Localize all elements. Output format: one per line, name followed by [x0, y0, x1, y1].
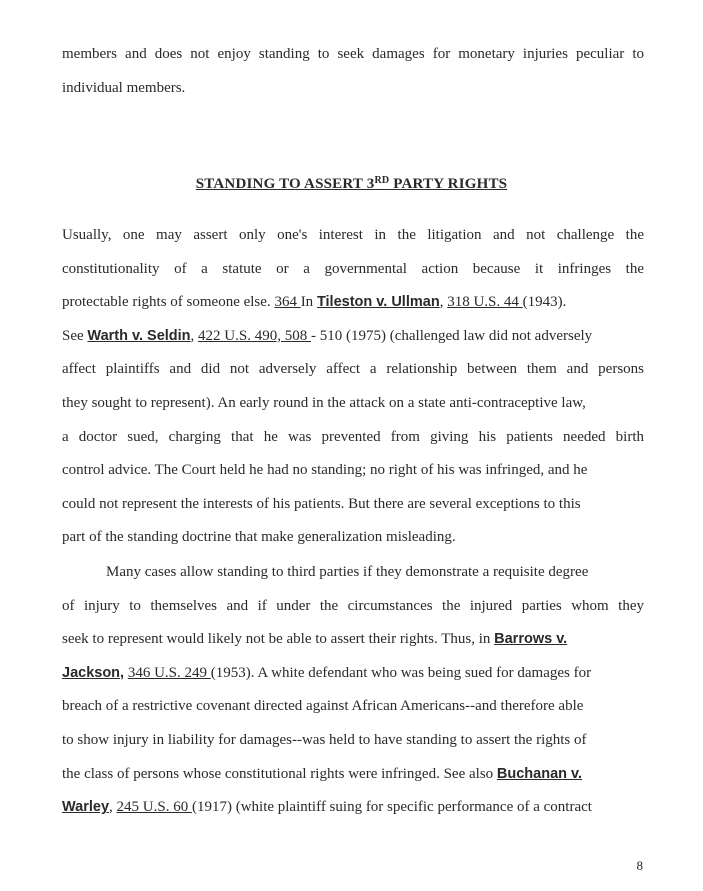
case-name[interactable]: Warth v. Seldin: [87, 327, 191, 344]
case-name[interactable]: Buchanan v.: [496, 765, 583, 782]
case-name[interactable]: Barrows v.: [494, 631, 568, 648]
text-line: could not represent the interests of his patients. But there are several exceptions to this: [62, 495, 581, 512]
text-line: Many cases allow standing to third parties if they demonstrate a requisite degree: [106, 564, 589, 580]
heading-superscript: RD: [374, 175, 390, 186]
case-name[interactable]: Jackson,: [62, 664, 125, 681]
text-line: Warley, 245 U.S. 60 (1917) (white plaintiff suing for specific performance of a contract: [62, 799, 592, 816]
paragraph-2: [62, 556, 644, 825]
text-line: they sought to represent). An early round in the attack on a state anti-contraceptive law,: [62, 394, 586, 411]
citation-link[interactable]: 318 U.S. 44: [447, 294, 523, 311]
heading-text: STANDING TO ASSERT 3: [195, 176, 375, 192]
text-line: control advice. The Court held he had no standing; no right of his was infringed, and he: [62, 462, 588, 479]
footnote-ref[interactable]: 364: [274, 294, 301, 311]
text-line: Usually, one may assert only one's interest in the litigation and not challenge the: [62, 227, 644, 243]
paragraph-1: [62, 219, 644, 555]
text-line: a doctor sued, charging that he was prevented from giving his patients needed birth: [62, 428, 644, 445]
citation-link[interactable]: 346 U.S. 249: [127, 664, 211, 681]
text-line: part of the standing doctrine that make generalization misleading.: [62, 529, 456, 546]
text-line: individual members.: [62, 79, 186, 96]
case-name[interactable]: Tileston v. Ullman: [316, 294, 440, 311]
section-heading: [0, 175, 703, 193]
case-name[interactable]: Warley: [62, 799, 110, 816]
text-line: affect plaintiffs and did not adversely affect a relationship between them and persons: [62, 361, 644, 378]
text-line: seek to represent would likely not be able to assert their rights. Thus, in Barrows v.: [62, 631, 568, 648]
citation-link[interactable]: 422 U.S. 490, 508: [198, 327, 311, 344]
text-line: to show injury in liability for damages--was held to have standing to assert the rights of: [62, 731, 587, 748]
text-line: the class of persons whose constitutional rights were infringed. See also Buchanan v.: [62, 765, 583, 782]
text-line: protectable rights of someone else. 364 In Tileston v. Ullman, 318 U.S. 44 (1943).: [62, 294, 567, 311]
citation-link[interactable]: 245 U.S. 60: [116, 799, 192, 816]
text-line: Jackson, 346 U.S. 249 (1953). A white defendant who was being sued for damages for: [62, 664, 592, 681]
continued-paragraph: [62, 38, 644, 105]
text-line: members and does not enjoy standing to seek damages for monetary injuries peculiar to: [62, 46, 644, 62]
text-line: of injury to themselves and if under the circumstances the injured parties whom they: [62, 597, 644, 614]
text-line: breach of a restrictive covenant directed against African Americans--and therefore able: [62, 698, 584, 715]
text-line: constitutionality of a statute or a governmental action because it infringes the: [62, 260, 644, 277]
heading-text: PARTY RIGHTS: [389, 176, 508, 192]
text-line: See Warth v. Seldin, 422 U.S. 490, 508 - 510 (1975) (challenged law did not adversely: [62, 327, 593, 344]
page-number: 8: [636, 858, 643, 873]
